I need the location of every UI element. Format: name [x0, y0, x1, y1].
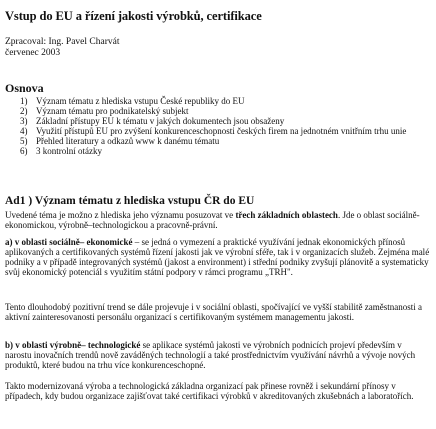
paragraph-b	[5, 340, 430, 370]
intro-emphasis: třech základních oblastech	[235, 210, 338, 220]
outline-list	[20, 96, 430, 156]
paragraph-last: Takto modernizovaná výroba a technologická základna organizací pak přinese rovněž i sekundární přínosy v případech, kdy budou organizace zajišťovat také certifikaci výrobků v akreditovaných zkušebnách a laboratořích.	[5, 381, 414, 401]
outline-text: Přehled literatury a odkazů www k danému tématu	[36, 136, 220, 146]
paragraph-a-label: a) v oblasti sociálně– ekonomické	[5, 237, 133, 247]
date-line: červenec 2003	[5, 48, 61, 58]
outline-item	[20, 146, 430, 156]
intro-text-end: . Jde o oblast sociálně-ekonomickou, výrobně–technologickou a pracovně-právní.	[5, 210, 420, 230]
outline-text: Význam tématu pro podnikatelský subjekt	[36, 106, 189, 116]
outline-item	[20, 126, 430, 136]
outline-text: Využití přístupů EU pro zvýšení konkurenceschopnosti českých firem na jednotném vnitřním trhu unie	[36, 126, 407, 136]
outline-number: 6)	[20, 146, 28, 156]
outline-item	[20, 136, 430, 146]
outline-text: 3 kontrolní otázky	[36, 146, 102, 156]
outline-item	[20, 96, 430, 106]
document-title: Vstup do EU a řízení jakosti výrobků, certifikace	[5, 9, 262, 23]
section-heading: Ad1 ) Význam tématu z hlediska vstupu ČR do EU	[5, 195, 255, 207]
outline-number: 4)	[20, 126, 28, 136]
outline-number: 1)	[20, 96, 28, 106]
paragraph-a-text: – se jedná o vymezení a praktické využívání jednak ekonomických přínosů aplikovaných a certifikovaných systémů řízení jakosti jak ve výrobní sféře, tak i v organizacích služeb. Zejména malé podniky a v případě integrovaných systémů (jakost a environment) i střední podniky zvyšují plánovitě a systematicky svůj ekonomický potenciál s využitím státní podpory v rámci programu „TRH".	[5, 237, 430, 277]
intro-paragraph	[5, 210, 430, 230]
outline-item	[20, 116, 430, 126]
outline-item	[20, 106, 430, 116]
paragraph-b-label: b) v oblasti výrobně– technologické	[5, 340, 141, 350]
paragraph-a	[5, 237, 430, 277]
outline-number: 5)	[20, 136, 28, 146]
outline-heading: Osnova	[5, 81, 44, 95]
paragraph-b-text: se aplikace systémů jakosti ve výrobních podnicích projeví především v narostu inovačních trendů nově zaváděných technologií a také prostřednictvím využívání návrhů a vývoje nových produktů, které budou na trhu více konkurenceschopné.	[5, 340, 416, 370]
outline-number: 2)	[20, 106, 28, 116]
intro-text: Uvedené téma je možno z hlediska jeho významu posuzovat ve	[5, 210, 236, 220]
paragraph-trend: Tento dlouhodobý pozitivní trend se dále projevuje i v sociální oblasti, spočívající ve vyšší stabilitě zaměstnanosti a aktivní zainteresovanosti personálu organizací s certifikovaným systémem managementu jakosti.	[5, 302, 423, 322]
author-line: Zpracoval: Ing. Pavel Charvát	[5, 37, 120, 47]
outline-text: Základní přístupy EU k tématu v jakých dokumentech jsou obsaženy	[36, 116, 285, 126]
outline-number: 3)	[20, 116, 28, 126]
outline-text: Význam tématu z hlediska vstupu České republiky do EU	[36, 96, 245, 106]
